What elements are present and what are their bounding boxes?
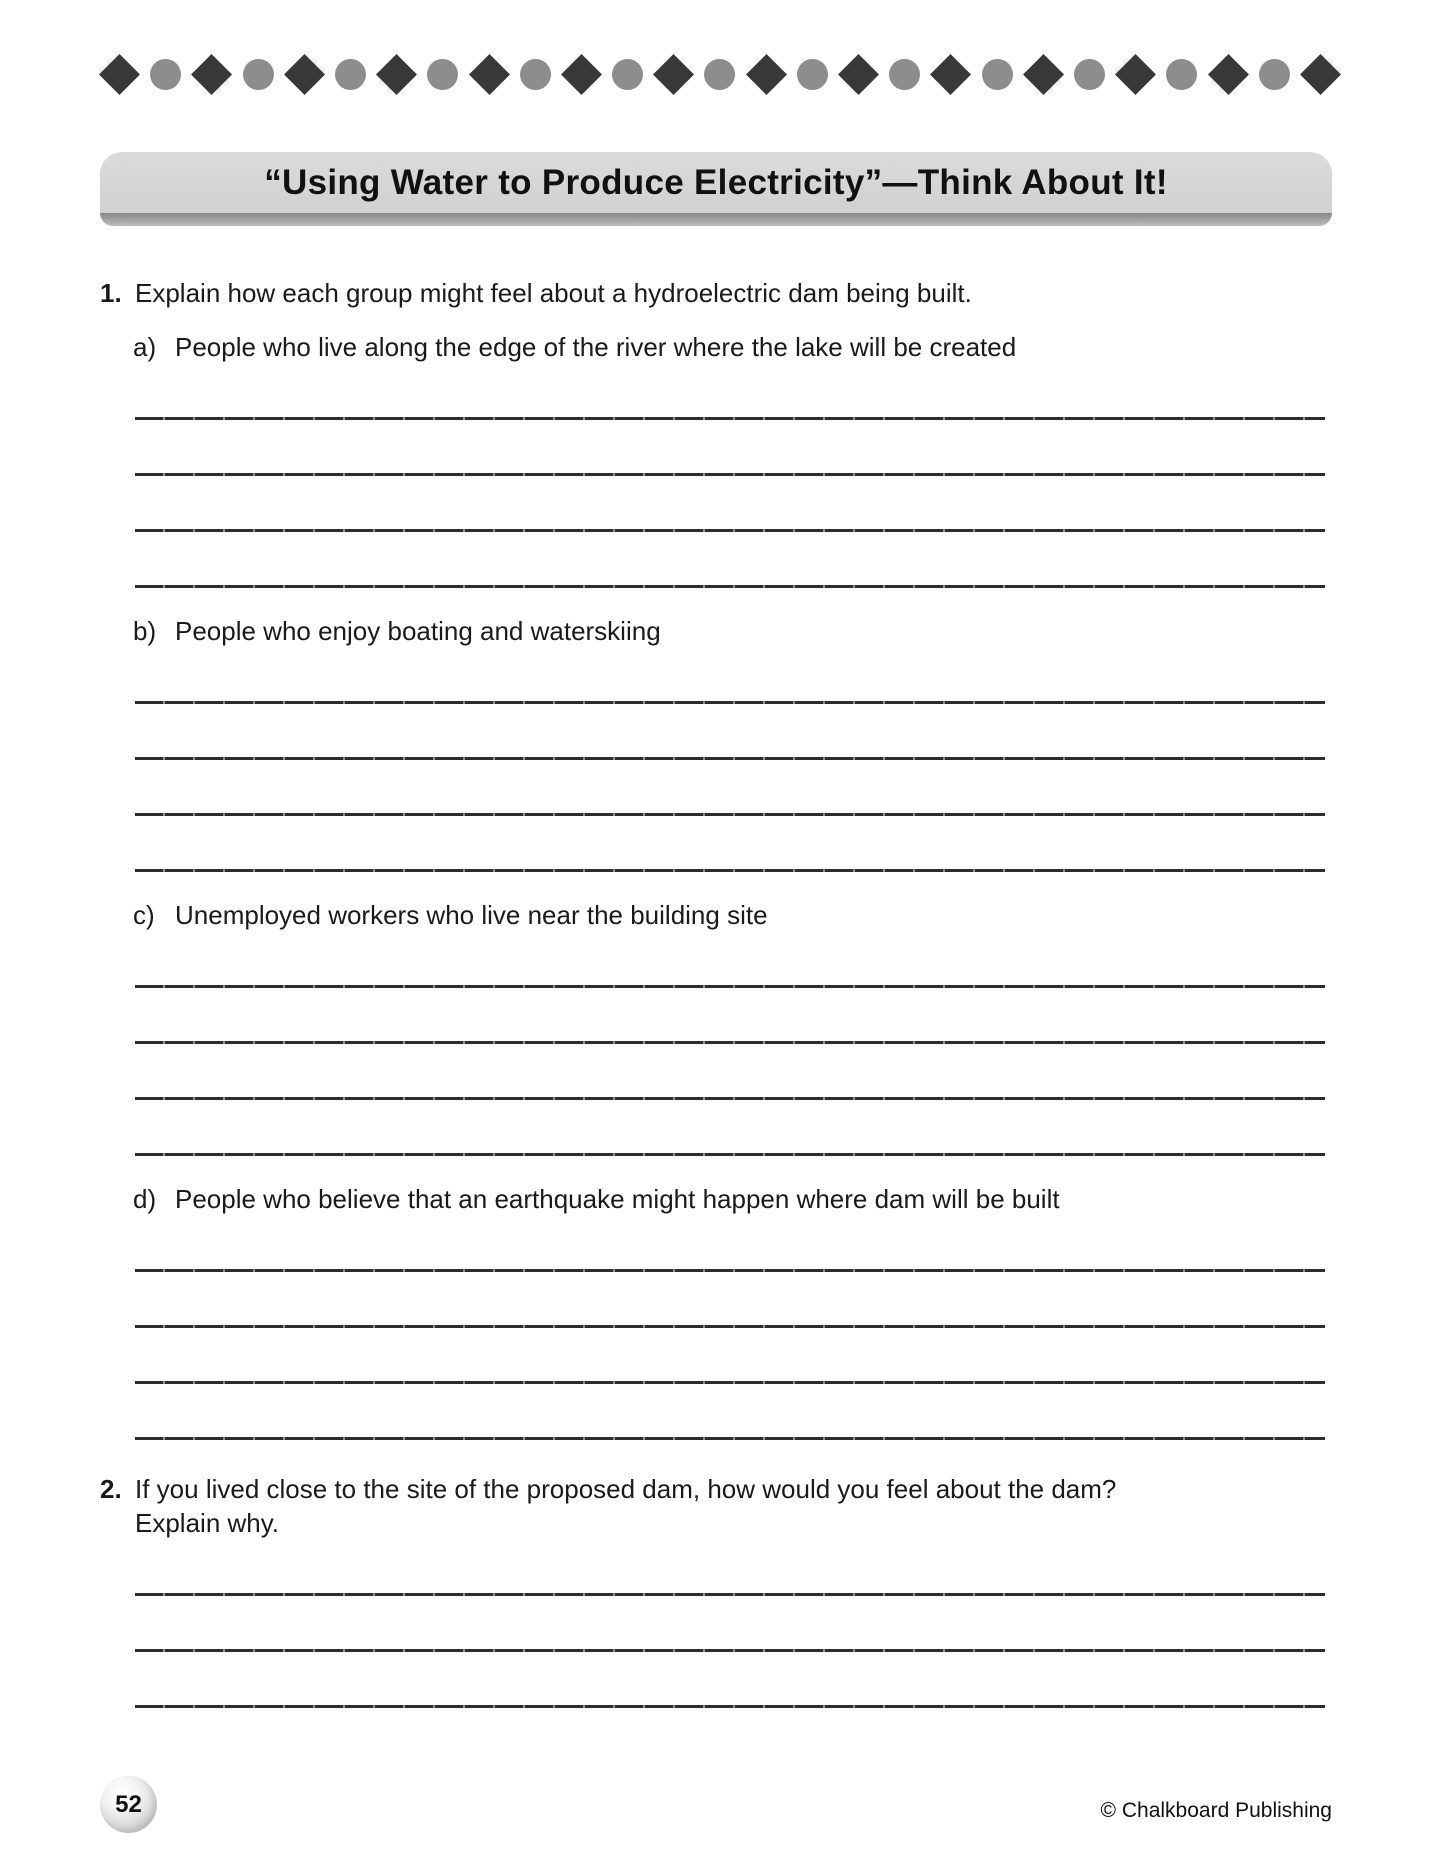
- worksheet-body: [100, 276, 1332, 1708]
- circle-icon: [889, 59, 920, 90]
- diamond-icon: [1023, 53, 1064, 94]
- diamond-icon: [1207, 53, 1248, 94]
- answer-lines: [135, 1540, 1325, 1708]
- question-2: [100, 1472, 1332, 1708]
- circle-icon: [243, 59, 274, 90]
- diamond-icon: [838, 53, 879, 94]
- question-1: [100, 276, 1332, 1440]
- part-label: c): [133, 900, 155, 930]
- answer-lines: [135, 648, 1325, 872]
- question-part-a: [133, 330, 1332, 588]
- answer-line: [135, 1652, 1325, 1708]
- diamond-icon: [653, 53, 694, 94]
- answer-lines: [135, 364, 1325, 588]
- circle-icon: [150, 59, 181, 90]
- diamond-icon: [746, 53, 787, 94]
- answer-lines: [135, 932, 1325, 1156]
- answer-line: [135, 760, 1325, 816]
- copyright: © Chalkboard Publishing: [1100, 1799, 1332, 1822]
- answer-line: [135, 1384, 1325, 1440]
- part-text: People who believe that an earthquake might happen where dam will be built: [175, 1184, 1060, 1214]
- diamond-icon: [376, 53, 417, 94]
- diamond-icon: [284, 53, 325, 94]
- part-text: People who live along the edge of the river where the lake will be created: [175, 332, 1017, 362]
- answer-line: [135, 364, 1325, 420]
- answer-line: [135, 476, 1325, 532]
- answer-line: [135, 420, 1325, 476]
- diamond-icon: [930, 53, 971, 94]
- answer-lines: [135, 1216, 1325, 1440]
- part-label: d): [133, 1184, 157, 1214]
- title-banner: [100, 152, 1332, 226]
- answer-line: [135, 988, 1325, 1044]
- page-number-badge: [100, 1776, 157, 1833]
- part-text: People who enjoy boating and waterskiing: [175, 616, 661, 646]
- answer-line: [135, 1596, 1325, 1652]
- answer-line: [135, 1540, 1325, 1596]
- diamond-icon: [561, 53, 602, 94]
- answer-line: [135, 1044, 1325, 1100]
- question-part-b: [133, 614, 1332, 872]
- part-label: b): [133, 616, 157, 646]
- answer-line: [135, 532, 1325, 588]
- question-text: If you lived close to the site of the proposed dam, how would you feel about the dam? Explain why.: [135, 1474, 1117, 1538]
- decorative-border: [100, 46, 1340, 102]
- circle-icon: [427, 59, 458, 90]
- diamond-icon: [1300, 53, 1341, 94]
- circle-icon: [520, 59, 551, 90]
- diamond-icon: [1115, 53, 1156, 94]
- circle-icon: [335, 59, 366, 90]
- circle-icon: [1074, 59, 1105, 90]
- circle-icon: [1259, 59, 1290, 90]
- answer-line: [135, 648, 1325, 704]
- diamond-icon: [191, 53, 232, 94]
- answer-line: [135, 704, 1325, 760]
- page-number: 52: [115, 1790, 142, 1818]
- question-part-d: [133, 1182, 1332, 1440]
- question-text: Explain how each group might feel about a hydroelectric dam being built.: [135, 278, 972, 308]
- answer-line: [135, 1216, 1325, 1272]
- circle-icon: [982, 59, 1013, 90]
- question-number: 2.: [100, 1474, 122, 1504]
- diamond-icon: [99, 53, 140, 94]
- circle-icon: [704, 59, 735, 90]
- answer-line: [135, 932, 1325, 988]
- part-text: Unemployed workers who live near the building site: [175, 900, 768, 930]
- answer-line: [135, 816, 1325, 872]
- question-number: 1.: [100, 278, 122, 308]
- answer-line: [135, 1328, 1325, 1384]
- answer-line: [135, 1100, 1325, 1156]
- answer-line: [135, 1272, 1325, 1328]
- circle-icon: [1166, 59, 1197, 90]
- question-part-c: [133, 898, 1332, 1156]
- circle-icon: [612, 59, 643, 90]
- circle-icon: [797, 59, 828, 90]
- diamond-icon: [468, 53, 509, 94]
- page-title: “Using Water to Produce Electricity”—Think About It!: [264, 163, 1168, 202]
- part-label: a): [133, 332, 157, 362]
